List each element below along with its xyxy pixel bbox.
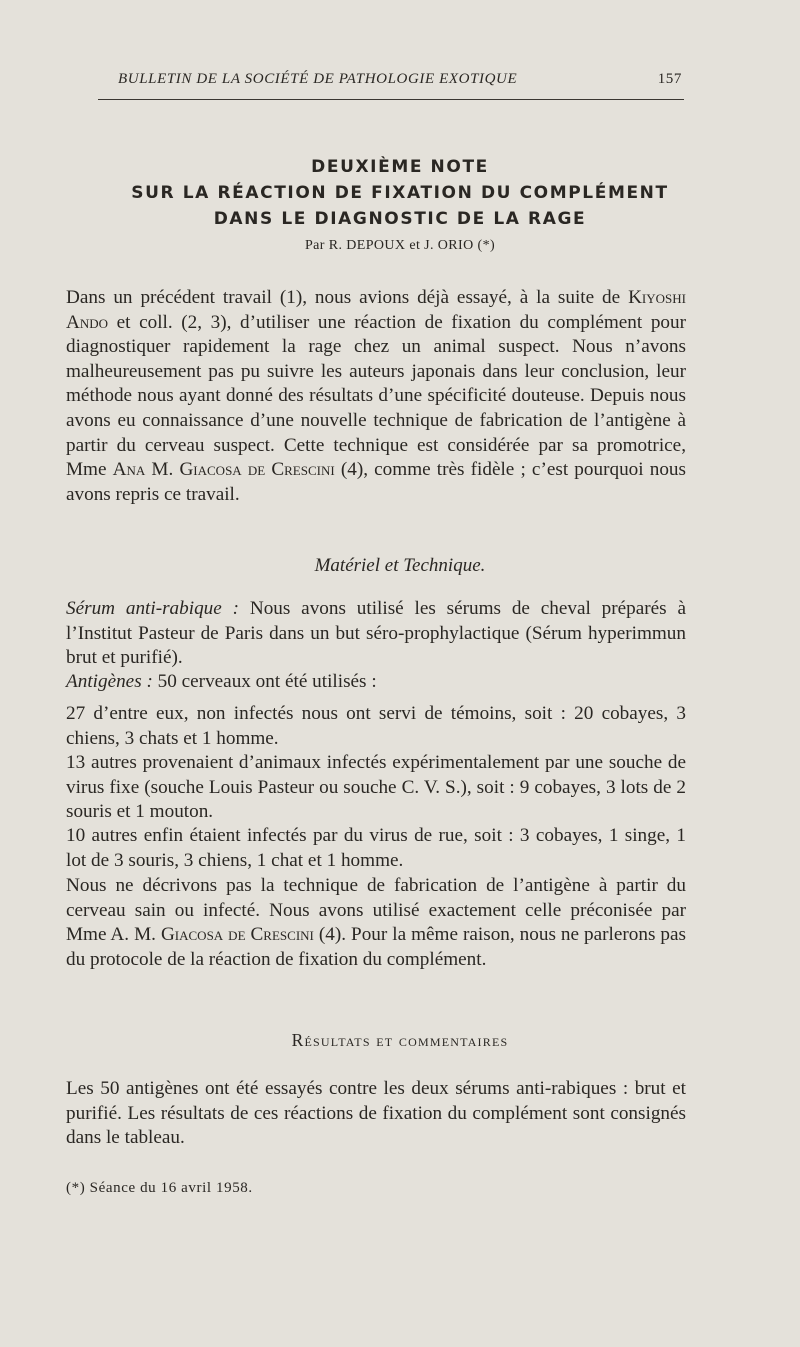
intro-text-3: (4), comme très fidèle ; c’est pourquoi nous avons repris ce travail. [66, 459, 686, 505]
article-title-line-1: DEUXIÈME NOTE [311, 157, 489, 177]
article-title-line-2: SUR LA RÉACTION DE FIXATION DU COMPLÉMENT [131, 183, 669, 203]
section-heading-resultats: Résultats et commentaires [291, 1030, 509, 1050]
page-number: 157 [657, 71, 682, 87]
serum-label: Sérum anti-rabique : [66, 598, 240, 619]
section-heading-materiel: Matériel et Technique. [314, 555, 486, 576]
intro-text-2: et coll. (2, 3), d’utiliser une réaction de fixation du complément pour diagnostiquer rapidement la rage chez un animal suspect. Nous n’avons malheureusement pas pu suivre les auteurs japonais dans leur conclusion, leur méthode nous ayant donné des résultats d’une spécificité douteuse. Depuis nous avons eu connaissance d’une nouvelle technique de fabrication de l’antigène à partir du cerveau suspect. Cette technique est considérée par sa promotrice, Mme [66, 311, 686, 481]
antigenes-text: 50 cerveaux ont été utilisés : [152, 671, 377, 692]
paragraph-13-fixed-virus: 13 autres provenaient d’animaux infectés expérimentalement par une souche de virus fixe (souche Louis Pasteur ou souche C. V. S.), soit : 9 cobayes, 3 lots de 2 souris et 1 mouton. [66, 752, 686, 823]
paragraph-10-street-virus: 10 autres enfin étaient infectés par du virus de rue, soit : 3 cobayes, 1 singe, 1 lot de 3 souris, 3 chiens, 1 chat et 1 homme. [66, 825, 686, 871]
serum-paragraph [66, 597, 686, 671]
article-authors: Par R. DEPOUX et J. ORIO (*) [304, 238, 496, 253]
technique-text-2: (4). Pour la même raison, nous ne parlerons pas du protocole de la réaction de fixation du complément. [66, 924, 686, 970]
footnote: (*) Séance du 16 avril 1958. [66, 1180, 253, 1196]
journal-title: BULLETIN DE LA SOCIÉTÉ DE PATHOLOGIE EXOTIQUE [118, 71, 518, 87]
intro-paragraph [66, 286, 686, 507]
running-header [118, 71, 684, 88]
intro-text-1: Dans un précédent travail (1), nous avions déjà essayé, à la suite de [66, 287, 629, 308]
header-rule [98, 99, 684, 100]
author-name-giacosa: Ana M. Giacosa de Crescini [112, 459, 335, 481]
author-name-giacosa-2: Giacosa de Crescini [160, 924, 314, 946]
antigenes-paragraph [66, 670, 686, 695]
technique-text-1: Nous ne décrivons pas la technique de fabrication de l’antigène à partir du cerveau sain ou infecté. Nous avons utilisé exactement celle préconisée par Mme A. M. [66, 875, 686, 946]
article-title-line-3: DANS LE DIAGNOSTIC DE LA RAGE [213, 209, 587, 229]
serum-text: Nous avons utilisé les sérums de cheval préparés à l’Institut Pasteur de Paris dans un but séro-prophylactique (Sérum hyperimmun brut et purifié). [66, 598, 686, 669]
paragraph-27-controls: 27 d’entre eux, non infectés nous ont servi de témoins, soit : 20 cobayes, 3 chiens, 3 chats et 1 homme. [66, 703, 686, 749]
antigenes-label: Antigènes : [66, 671, 153, 692]
author-name-ando: Kiyoshi Ando [66, 287, 686, 333]
technique-paragraph [66, 874, 686, 972]
resultats-paragraph: Les 50 antigènes ont été essayés contre les deux sérums anti-rabiques : brut et purifié. Les résultats de ces réactions de fixation du complément sont consignés dans le tableau. [66, 1078, 686, 1149]
